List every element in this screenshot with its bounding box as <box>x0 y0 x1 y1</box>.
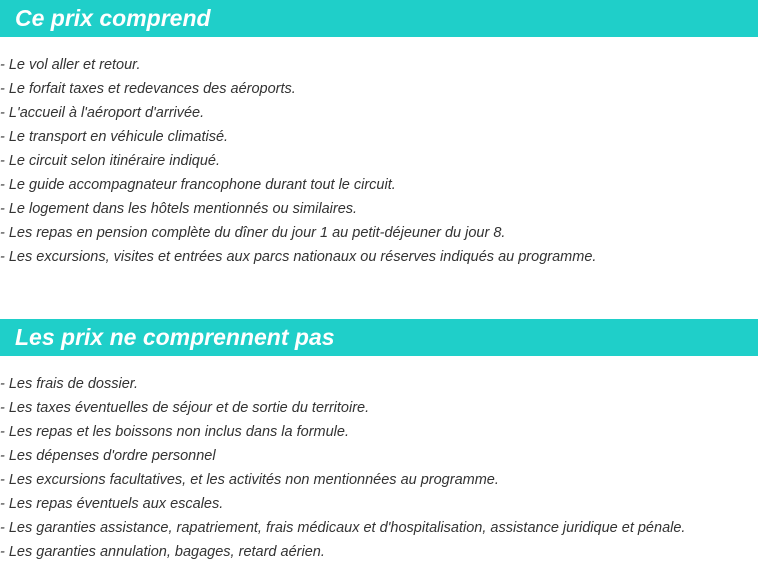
list-item: - Le forfait taxes et redevances des aéroports. <box>0 81 296 97</box>
list-item: - Les repas éventuels aux escales. <box>0 496 224 512</box>
list-item: - Les garanties assistance, rapatriement, frais médicaux et d'hospitalisation, assistance juridique et pénale. <box>0 520 686 536</box>
list-item: - Les taxes éventuelles de séjour et de sortie du territoire. <box>0 400 370 416</box>
list-item: - Les frais de dossier. <box>0 376 139 392</box>
included-items-list <box>0 53 758 269</box>
included-section-title: Ce prix comprend <box>0 0 758 37</box>
list-item: - Les excursions, visites et entrées aux parcs nationaux ou réserves indiqués au programme. <box>0 249 597 265</box>
excluded-items-list <box>0 372 758 564</box>
list-item: - Le logement dans les hôtels mentionnés ou similaires. <box>0 201 358 217</box>
list-item: - L'accueil à l'aéroport d'arrivée. <box>0 105 205 121</box>
list-item: - Les dépenses d'ordre personnel <box>0 448 216 464</box>
list-item: - Les excursions facultatives, et les activités non mentionnées au programme. <box>0 472 499 488</box>
list-item: - Le circuit selon itinéraire indiqué. <box>0 153 221 169</box>
excluded-section-title: Les prix ne comprennent pas <box>0 319 758 356</box>
list-item: - Le transport en véhicule climatisé. <box>0 129 229 145</box>
list-item: - Le guide accompagnateur francophone durant tout le circuit. <box>0 177 396 193</box>
list-item: - Les garanties annulation, bagages, retard aérien. <box>0 544 325 560</box>
list-item: - Le vol aller et retour. <box>0 57 141 73</box>
list-item: - Les repas et les boissons non inclus dans la formule. <box>0 424 349 440</box>
list-item: - Les repas en pension complète du dîner du jour 1 au petit-déjeuner du jour 8. <box>0 225 506 241</box>
